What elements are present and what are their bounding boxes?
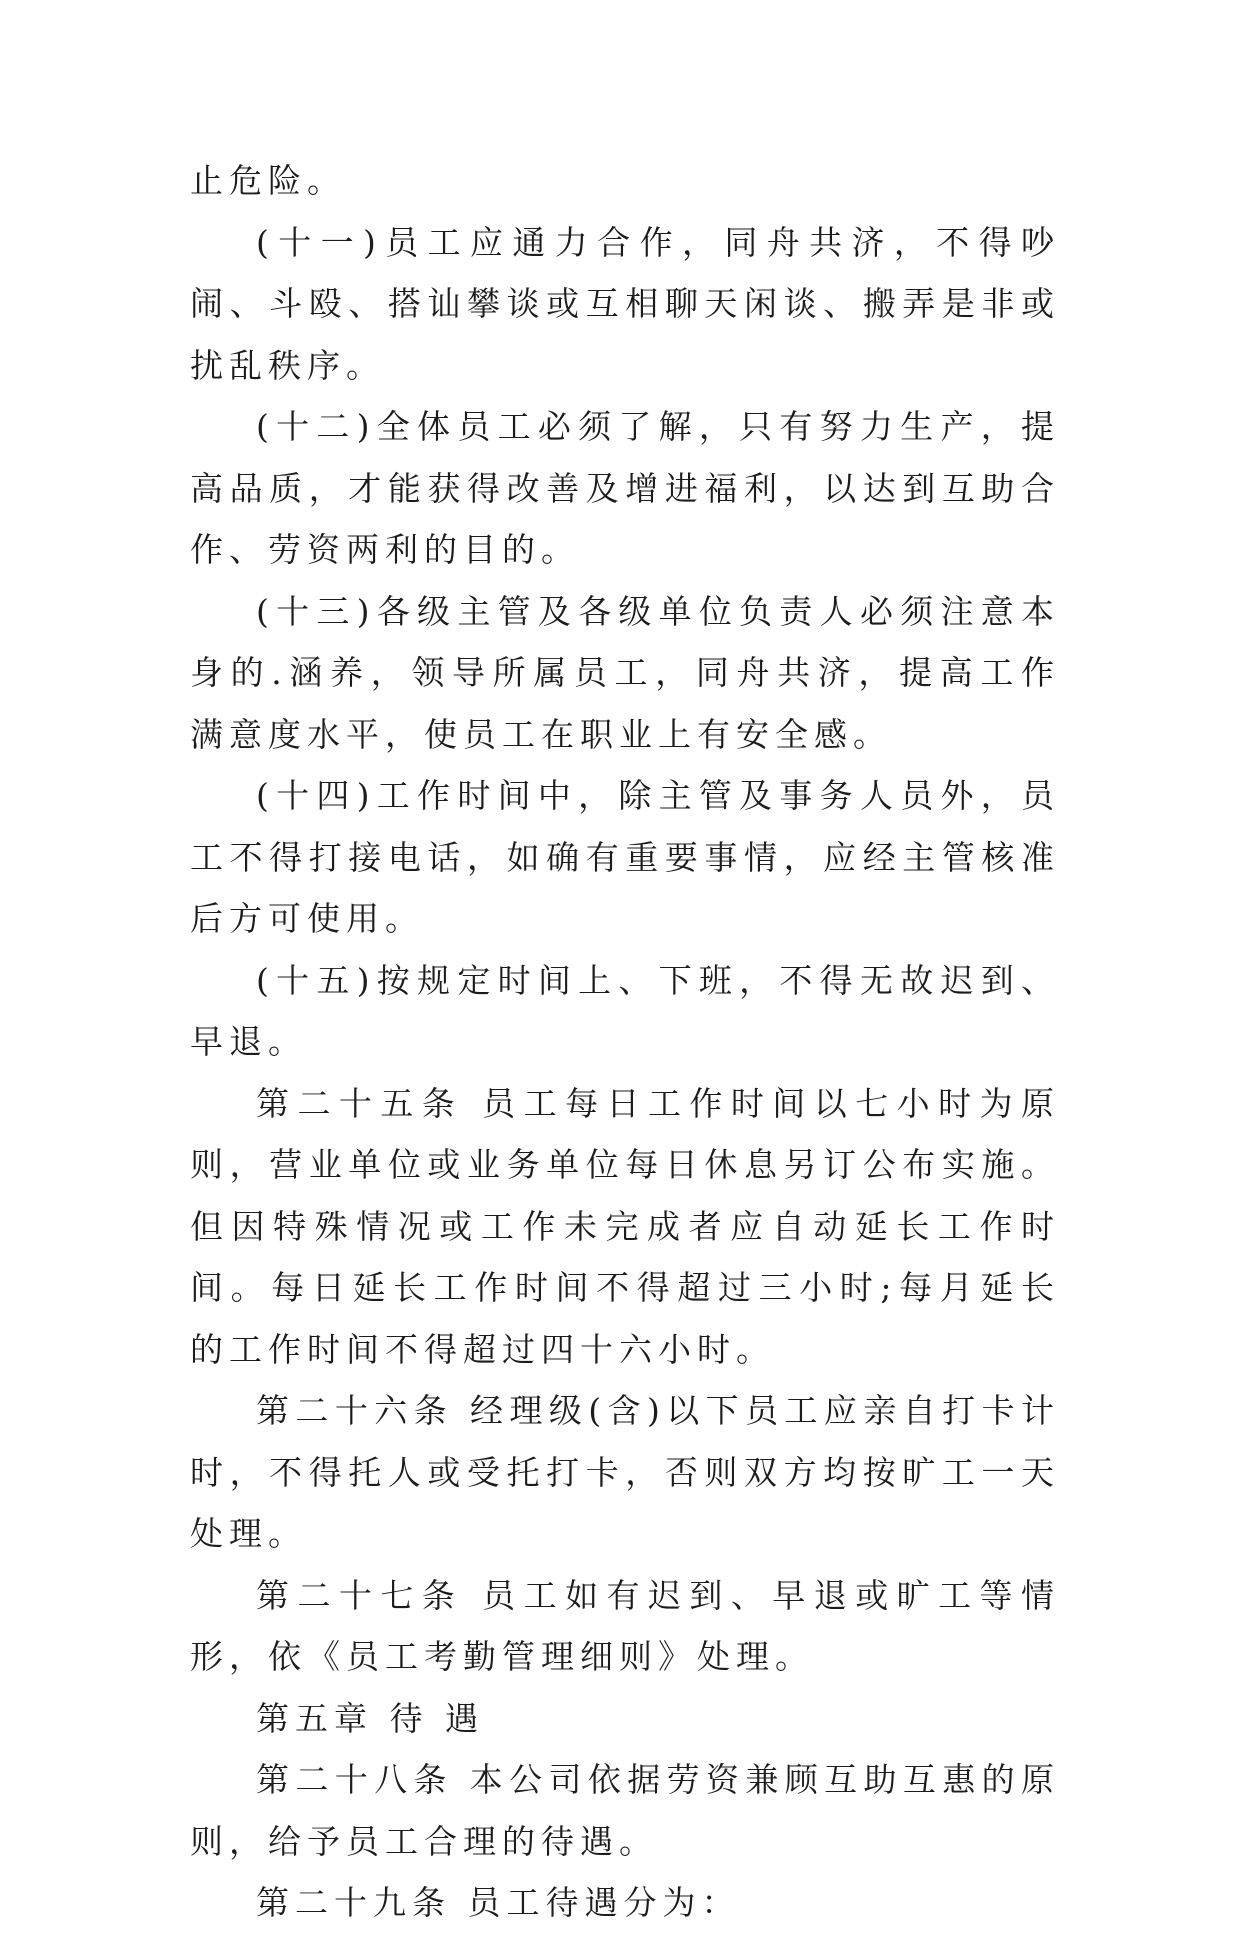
article-26: 第二十六条 经理级(含)以下员工应亲自打卡计时，不得托人或受托打卡，否则双方均按旷工一天处理。: [190, 1391, 1060, 1553]
paragraph-continuation: 止危险。: [190, 161, 346, 200]
paragraph-item-14: (十四)工作时间中，除主管及事务人员外，员工不得打接电话，如确有重要事情，应经主管核准后方可使用。: [190, 776, 1060, 938]
paragraph-item-15: (十五)按规定时间上、下班，不得无故迟到、早退。: [190, 960, 1060, 1061]
paragraph-item-11: (十一)员工应通力合作，同舟共济，不得吵闹、斗殴、搭讪攀谈或互相聊天闲谈、搬弄是非或扰乱秩序。: [190, 222, 1060, 385]
article-28: 第二十八条 本公司依据劳资兼顾互助互惠的原则，给予员工合理的待遇。: [190, 1760, 1060, 1861]
chapter-heading: 第五章 待 遇: [256, 1698, 484, 1738]
article-27: 第二十七条 员工如有迟到、早退或旷工等情形，依《员工考勤管理细则》处理。: [190, 1575, 1060, 1676]
paragraph-item-12: (十二)全体员工必须了解，只有努力生产，提高品质，才能获得改善及增进福利，以达到互助合作、劳资两利的目的。: [190, 407, 1060, 569]
article-29: 第二十九条 员工待遇分为：: [256, 1883, 741, 1922]
paragraph-item-13: (十三)各级主管及各级单位负责人必须注意本身的.涵养，领导所属员工，同舟共济，提高工作满意度水平，使员工在职业上有安全感。: [190, 591, 1060, 754]
article-25: 第二十五条 员工每日工作时间以七小时为原则，营业单位或业务单位每日休息另订公布实施。但因特殊情况或工作未完成者应自动延长工作时间。每日延长工作时间不得超过三小时;每月延长的工作时间不得超过四十六小时。: [190, 1083, 1060, 1369]
document-body: [190, 150, 1060, 1934]
